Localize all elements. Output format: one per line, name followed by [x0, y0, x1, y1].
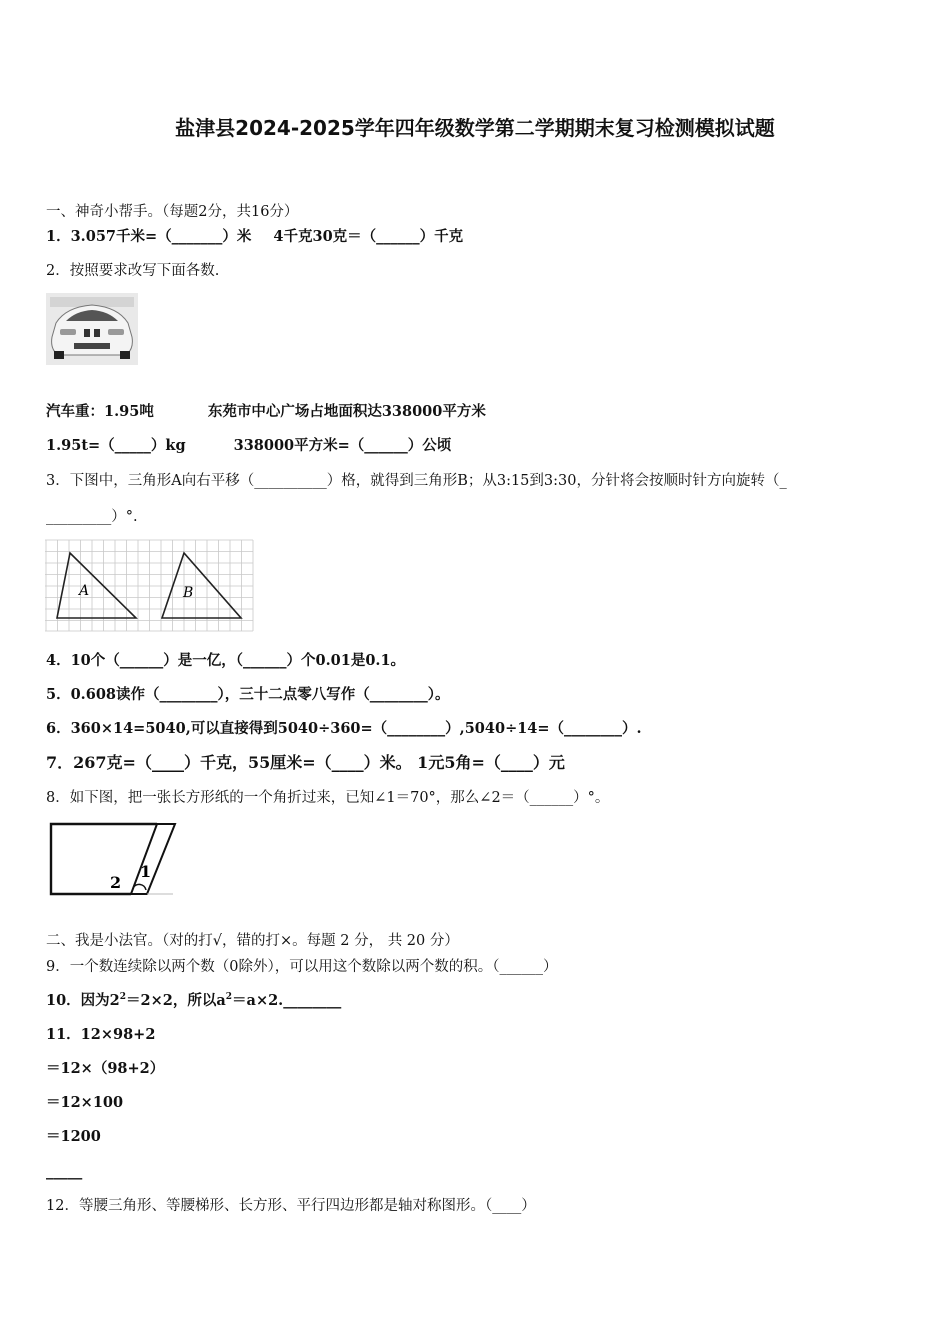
question-4: 4．10个（______）是一亿，（______）个0.01是0.1。 [46, 652, 406, 669]
q10-sup2: 2 [225, 992, 233, 1003]
q2-blank-a: 1.95t=（_____）kg [46, 437, 186, 454]
angle-1-label: 1 [140, 862, 152, 881]
question-3-line1: 3．下图中，三角形A向右平移（__________）格，就得到三角形B；从3:15到3:30，分针将会按顺时针方向旋转（_ [46, 473, 787, 489]
car-image [46, 293, 138, 365]
section2-heading: 二、我是小法官。（对的打√，错的打×。每题 2 分， 共 20 分） [46, 933, 459, 949]
q10-suffix: ＝a×2.________ [232, 992, 342, 1009]
q1-part-b: 4千克30克＝（______）千克 [273, 228, 464, 245]
question-2: 2．按照要求改写下面各数. [46, 263, 220, 279]
question-11-line1: 11．12×98+2 [46, 1026, 156, 1043]
q10-mid: ＝2×2，所以a [126, 992, 226, 1009]
triangle-a-label: A [79, 583, 90, 599]
q2-blank-b: 338000平方米=（______）公顷 [233, 437, 452, 454]
section1-heading: 一、神奇小帮手。（每题2分，共16分） [46, 204, 299, 220]
question-12: 12．等腰三角形、等腰梯形、长方形、平行四边形都是轴对称图形。（____） [46, 1198, 536, 1214]
question-10 [46, 991, 341, 1011]
q10-sup1: 2 [119, 992, 127, 1003]
q10-prefix: 10．因为2 [46, 992, 120, 1009]
q2-blanks [46, 436, 451, 456]
q1-part-a: 3.057千米=（_______）米 [70, 228, 252, 245]
question-7: 7．267克=（____）千克，55厘米=（____）米。 1元5角=（____）元 [46, 753, 565, 772]
q2-facts [46, 402, 486, 422]
question-1 [46, 227, 463, 247]
triangle-b-label: B [183, 585, 194, 601]
question-8: 8．如下图，把一张长方形纸的一个角折过来，已知∠1＝70°，那么∠2＝（______）°。 [46, 790, 610, 806]
question-11-line5: _____ [46, 1163, 83, 1180]
q2-fact-b: 东苑市中心广场占地面积达338000平方米 [207, 403, 486, 420]
triangle-grid-figure [45, 539, 255, 632]
question-11-line4: ＝1200 [46, 1128, 101, 1145]
q2-fact-a: 汽车重：1.95吨 [46, 403, 154, 420]
folded-paper-figure [47, 820, 179, 898]
page-title: 盐津县2024-2025学年四年级数学第二学期期末复习检测模拟试题 [175, 116, 775, 140]
question-11-line3: ＝12×100 [46, 1094, 124, 1111]
question-6: 6．360×14=5040,可以直接得到5040÷360=（________）,5040÷14=（________）. [46, 720, 642, 737]
q1-number: 1． [46, 228, 71, 245]
angle-2-label: 2 [110, 873, 122, 892]
question-9: 9．一个数连续除以两个数（0除外），可以用这个数除以两个数的积。（______） [46, 959, 558, 975]
question-5: 5．0.608读作（________），三十二点零八写作（________）。 [46, 686, 450, 703]
question-3-line2: _________）°. [46, 509, 138, 525]
question-11-line2: ＝12×（98+2） [46, 1060, 165, 1077]
